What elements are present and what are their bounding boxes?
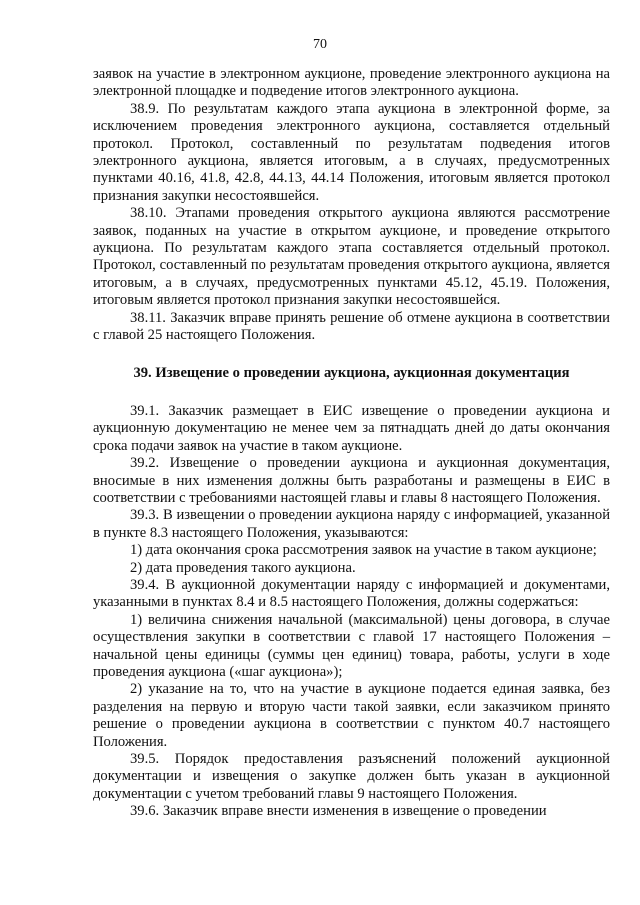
document-body — [93, 66, 610, 821]
paragraph: 38.10. Этапами проведения открытого аукциона являются рассмотрение заявок, поданных на участие в открытом аукционе, и проведение открытого аукциона. По результатам каждого этапа составляется отдельный протокол. Протокол, составленный по результатам проведения открытого аукциона, является итоговым, а в случаях, предусмотренных пунктами 45.12, 45.19. Положения, итоговым является протокол признания закупки несостоявшейся. — [93, 205, 610, 309]
paragraph: заявок на участие в электронном аукционе, проведение электронного аукциона на электронной площадке и подведение итогов электронного аукциона. — [93, 66, 610, 100]
page-number: 70 — [313, 37, 327, 52]
paragraph: 38.9. По результатам каждого этапа аукциона в электронной форме, за исключением проведения электронного аукциона, составляется отдельный протокол. Протокол, составленный по результатам подведения итогов электронного аукциона, является итоговым, а в случаях, предусмотренных пунктами 40.16, 41.8, 42.8, 44.13, 44.14 Положения, итоговым является протокол признания закупки несостоявшейся. — [93, 100, 610, 204]
paragraph: 39.1. Заказчик размещает в ЕИС извещение о проведении аукциона и аукционную документацию не менее чем за пятнадцать дней до даты окончания срока подачи заявок на участие в таком аукционе. — [93, 402, 610, 454]
paragraph: 39.5. Порядок предоставления разъяснений положений аукционной документации и извещения о закупке должен быть указан в аукционной документации с учетом требований главы 9 настоящего Положения. — [93, 751, 610, 802]
paragraph: 39.6. Заказчик вправе внести изменения в извещение о проведении — [130, 803, 547, 820]
paragraph: 39.2. Извещение о проведении аукциона и аукционная документация, вносимые в них изменения должны быть разработаны и размещены в ЕИС в соответствии с требованиями настоящей главы и главы 8 настоящего Положения. — [93, 455, 610, 506]
section-heading: 39. Извещение о проведении аукциона, аукционная документация — [133, 364, 570, 381]
section-38-continuation — [93, 66, 610, 345]
paragraph: 2) указание на то, что на участие в аукционе подается единая заявка, без разделения на первую и вторую части такой заявки, если заказчиком принято решение о проведении аукциона в соответствии с пунктом 40.7 настоящего Положения. — [93, 681, 610, 750]
paragraph: 1) дата окончания срока рассмотрения заявок на участие в таком аукционе; — [130, 542, 597, 559]
paragraph: 2) дата проведения такого аукциона. — [130, 559, 356, 576]
section-39 — [93, 403, 610, 821]
paragraph: 39.4. В аукционной документации наряду с информацией и документами, указанными в пунктах 8.4 и 8.5 настоящего Положения, должны содержаться: — [93, 576, 610, 611]
paragraph: 38.11. Заказчик вправе принять решение об отмене аукциона в соответствии с главой 25 настоящего Положения. — [93, 309, 610, 344]
paragraph: 1) величина снижения начальной (максимальной) цены договора, в случае осуществления закупки в соответствии с главой 17 настоящего Положения – начальной цены единицы (суммы цен единиц) товара, работы, услуги в ходе проведения аукциона («шаг аукциона»); — [93, 611, 610, 680]
paragraph: 39.3. В извещении о проведении аукциона наряду с информацией, указанной в пункте 8.3 настоящего Положения, указываются: — [93, 507, 610, 541]
